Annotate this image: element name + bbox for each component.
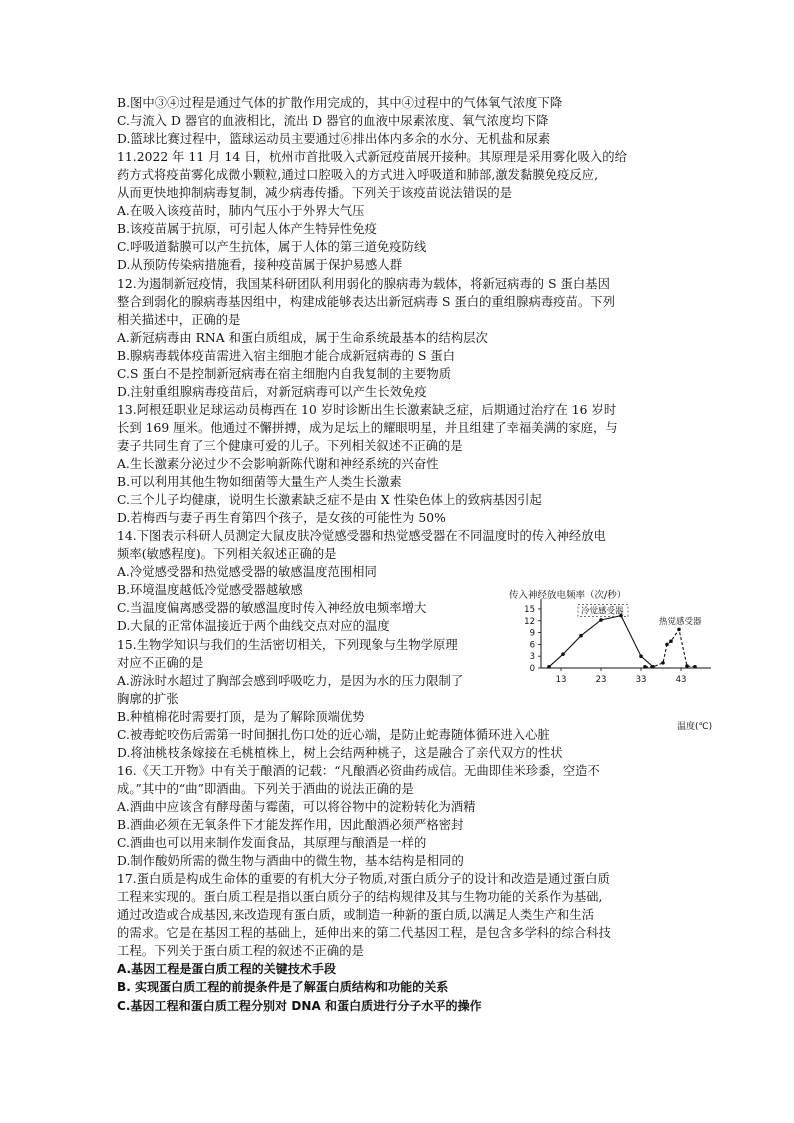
text-line: 整合到弱化的腺病毒基因组中，构建成能够表达出新冠病毒 S 蛋白的重组腺病毒疫苗。下列: [117, 294, 615, 309]
text-line: D.若梅西与妻子再生育第四个孩子，是女孩的可能性为 50%: [117, 511, 446, 526]
data-point: [661, 661, 665, 665]
data-point: [685, 664, 689, 668]
data-point: [599, 618, 603, 622]
text-line: C.基因工程和蛋白质工程分别对 DNA 和蛋白质进行分子水平的操作: [117, 998, 482, 1013]
y-tick-label: 3: [529, 652, 535, 663]
text-line: 11.2022 年 11 月 14 日，杭州市首批吸入式新冠疫苗展开接种。其原理是采用雾化吸入的给: [117, 150, 627, 165]
text-line: 药方式将疫苗雾化成微小颗粒,通过口腔吸入的方式进入呼吸道和肺部,激发黏膜免疫反应,: [117, 168, 599, 183]
text-line: D.制作酸奶所需的微生物与酒曲中的微生物，基本结构是相同的: [117, 854, 464, 869]
text-line: 对应不正确的是: [117, 655, 204, 670]
series-label: [578, 605, 628, 617]
chart-title: 传入神经放电频率（次/秒）: [509, 590, 627, 601]
text-line: 的需求。它是在基因工程的基础上，延伸出来的第二代基因工程，是包含多学科的综合科技: [117, 926, 611, 941]
text-line: B.酒曲必须在无氧条件下才能发挥作用，因此酿酒必须严格密封: [117, 818, 464, 832]
text-line: D.注射重组腺病毒疫苗后，对新冠病毒可以产生长效免疫: [117, 384, 427, 399]
text-line: 通过改造或合成基因,来改造现有蛋白质，或制造一种新的蛋白质,以满足人类生产和生活: [117, 908, 595, 923]
series-line: [549, 616, 653, 667]
y-tick-label: 15: [524, 604, 535, 615]
text-line: D.从预防传染病措施看，接种疫苗属于保护易感人群: [117, 258, 403, 273]
text-line: B. 实现蛋白质工程的前提条件是了解蛋白质结构和功能的关系: [117, 980, 449, 995]
text-line: C.呼吸道黏膜可以产生抗体，属于人体的第三道免疫防线: [117, 240, 427, 255]
text-line: 12.为遏制新冠疫情，我国某科研团队利用弱化的腺病毒为载体，将新冠病毒的 S 蛋白基因: [117, 276, 610, 291]
y-tick-label: 12: [524, 616, 535, 627]
text-line: A.冷觉感受器和热觉感受器的敏感温度范围相同: [117, 565, 377, 580]
text-line: 相关描述中，正确的是: [117, 312, 241, 327]
text-line: C.S 蛋白不是控制新冠病毒在宿主细胞内自我复制的主要物质: [117, 366, 452, 381]
text-line: B.可以利用其他生物如细菌等大量生产人类生长激素: [117, 475, 402, 490]
data-point: [669, 639, 673, 643]
text-line: D.大鼠的正常体温接近于两个曲线交点对应的温度: [117, 619, 390, 634]
data-point: [693, 665, 697, 669]
data-point: [547, 665, 551, 669]
text-line: A.新冠病毒由 RNA 和蛋白质组成，属于生命系统最基本的结构层次: [117, 330, 488, 345]
text-line: B.种植棉花时需要打顶，是为了解除顶端优势: [117, 709, 365, 724]
text-line: 工程。下列关于蛋白质工程的叙述不正确的是: [117, 944, 364, 959]
chart-series: [547, 605, 702, 669]
x-tick-label: 13: [555, 675, 567, 685]
text-line: 14.下图表示科研人员测定大鼠皮肤冷觉感受器和热觉感受器在不同温度时的传入神经放电: [117, 529, 606, 544]
text-line: C.被毒蛇咬伤后需第一时间捆扎伤口处的近心端，是防止蛇毒随体循环进入心脏: [117, 727, 550, 742]
text-line: C.与流入 D 器官的血液相比，流出 D 器官的血液中尿素浓度、氧气浓度均下降: [117, 114, 549, 129]
text-line: B.环境温度越低冷觉感受器越敏感: [117, 583, 303, 598]
text-line: 从而更快地抑制病毒复制，减少病毒传播。下列关于该疫苗说法错误的是: [117, 186, 513, 201]
x-tick-label: 43: [675, 675, 687, 685]
text-line: C.三个儿子均健康，说明生长激素缺乏症不是由 X 性染色体上的致病基因引起: [117, 493, 542, 508]
text-line: 长到 169 厘米。他通过不懈拼搏，成为足坛上的耀眼明星，并且组建了幸福美满的家庭，与: [117, 420, 618, 435]
text-line: 13.阿根廷职业足球运动员梅西在 10 岁时诊断出生长激素缺乏症，后期通过治疗在 16 岁时: [117, 402, 617, 417]
text-line: A.生长激素分泌过少不会影响新陈代谢和神经系统的兴奋性: [117, 457, 439, 471]
text-line: B.腺病毒载体疫苗需进入宿主细胞才能合成新冠病毒的 S 蛋白: [117, 348, 456, 363]
text-line: C.当温度偏离感受器的敏感温度时传入神经放电频率增大: [117, 601, 427, 616]
text-line: C.酒曲也可以用来制作发面食品，其原理与酿酒是一样的: [117, 836, 427, 851]
text-line: 频率(敏感程度)。下列相关叙述正确的是: [117, 547, 337, 562]
data-point: [677, 628, 681, 632]
text-line: 16.《天工开物》中有关于酿酒的记载：“凡酿酒必资曲药成信。无曲即佳米珍黍，空造不: [117, 763, 600, 778]
data-point: [579, 634, 583, 638]
text-line: A.基因工程是蛋白质工程的关键技术手段: [117, 962, 337, 977]
text-line: 成。”其中的“曲”即酒曲。下列关于酒曲的说法正确的是: [117, 781, 414, 796]
text-line: D.篮球比赛过程中，篮球运动员主要通过⑥排出体内多余的水分、无机盐和尿素: [117, 132, 551, 147]
data-point: [561, 652, 565, 656]
text-line: B.该疫苗属于抗原，可引起人体产生特异性免疫: [117, 222, 377, 237]
text-line: A.在吸入该疫苗时，肺内气压小于外界大气压: [117, 204, 365, 219]
data-point: [639, 654, 643, 658]
data-point: [665, 643, 669, 647]
text-line: 胸廓的扩张: [117, 691, 179, 706]
text-line: A.酒曲中应该含有酵母菌与霉菌，可以将谷物中的淀粉转化为酒精: [117, 799, 476, 814]
text-line: D.将油桃枝条嫁接在毛桃植株上，树上会结两种桃子，这是融合了亲代双方的性状: [117, 745, 563, 760]
y-tick-label: 9: [529, 628, 535, 639]
series-line: [645, 629, 695, 666]
text-line: 15.生物学知识与我们的生活密切相关，下列现象与生物学原理: [117, 637, 458, 652]
x-tick-label: 33: [635, 675, 647, 685]
text-line: A.游泳时水超过了胸部会感到呼吸吃力，是因为水的压力限制了: [117, 673, 464, 688]
text-line: 工程来实现的。蛋白质工程是指以蛋白质分子的结构规律及其与生物功能的关系作为基础,: [117, 890, 603, 905]
series-label: [659, 616, 702, 627]
firing-rate-chart: [505, 587, 720, 732]
series-label-text: 热觉感受器: [659, 616, 702, 627]
y-tick-label: 0: [529, 664, 535, 674]
text-line: B.图中③④过程是通过气体的扩散作用完成的，其中④过程中的气体氧气浓度下降: [117, 96, 563, 110]
x-axis-label: 温度(℃): [677, 722, 713, 732]
series-label-text: 冷觉感受器: [581, 606, 624, 617]
y-tick-label: 6: [529, 640, 535, 651]
data-point: [651, 665, 655, 669]
x-tick-label: 23: [595, 675, 607, 685]
text-line: 17.蛋白质是构成生命体的重要的有机大分子物质,对蛋白质分子的设计和改造是通过蛋白质: [117, 872, 610, 887]
text-line: 妻子共同生育了三个健康可爱的儿子。下列相关叙述不正确的是: [117, 438, 463, 453]
data-point: [643, 665, 647, 669]
